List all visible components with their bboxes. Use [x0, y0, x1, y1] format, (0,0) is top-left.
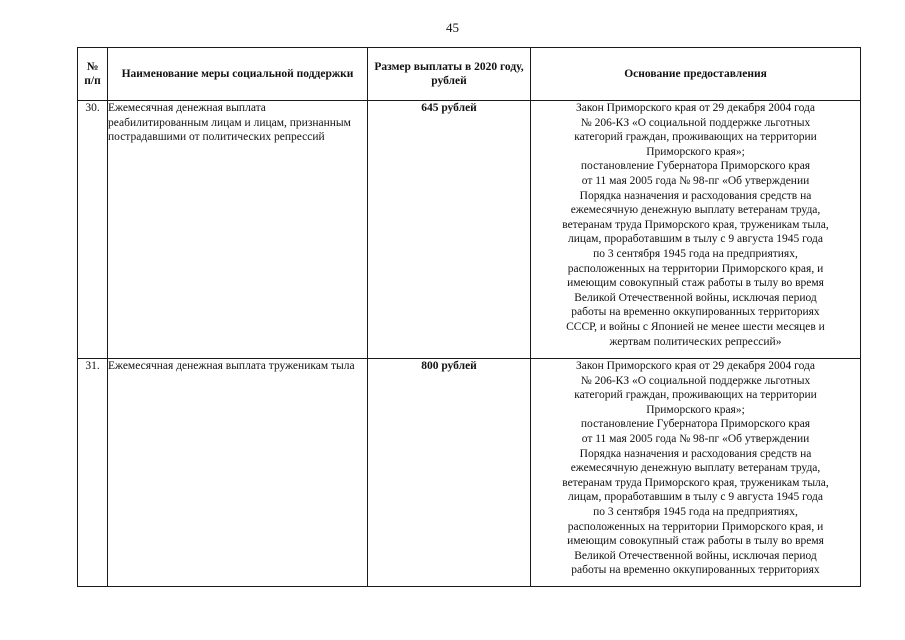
legal-basis-line: работы на временно оккупированных территориях	[571, 564, 820, 577]
legal-basis-line: ежемесячную денежную выплату ветеранам труда,	[570, 462, 821, 475]
payment-amount: 645 рублей	[368, 101, 531, 359]
legal-basis-line: постановление Губернатора Приморского края	[580, 418, 811, 431]
legal-basis-line: Великой Отечественной войны, исключая период	[574, 549, 817, 562]
legal-basis-text	[531, 359, 860, 582]
header-name: Наименование меры социальной поддержки	[108, 48, 368, 101]
page-number: 45	[446, 20, 459, 35]
legal-basis	[531, 359, 861, 587]
legal-basis-line: Закон Приморского края от 29 декабря 2004 года	[576, 102, 815, 114]
legal-basis-line: по 3 сентября 1945 года на предприятиях,	[593, 247, 798, 260]
legal-basis-line: по 3 сентября 1945 года на предприятиях,	[593, 505, 798, 518]
table-row	[78, 359, 861, 587]
legal-basis-line: Приморского края»;	[646, 403, 745, 416]
legal-basis-line: категорий граждан, проживающих на территории	[574, 131, 817, 144]
legal-basis-line: расположенных на территории Приморского края, и	[567, 262, 824, 275]
legal-basis-line: Закон Приморского края от 29 декабря 2004 года	[576, 360, 815, 372]
legal-basis-line: категорий граждан, проживающих на территории	[574, 389, 817, 402]
legal-basis-line: Порядка назначения и расходования средств на	[579, 447, 812, 460]
measure-name: Ежемесячная денежная выплата труженикам тыла	[108, 359, 368, 587]
header-amount: Размер выплаты в 2020 году, рублей	[368, 48, 531, 101]
legal-basis-line: Великой Отечественной войны, исключая период	[574, 291, 817, 304]
legal-basis-line: лицам, проработавшим в тылу с 9 августа 1945 года	[568, 233, 823, 246]
legal-basis-line: ветеранам труда Приморского края, труженикам тыла,	[562, 476, 829, 489]
legal-basis-text	[531, 101, 860, 349]
legal-basis-line: Приморского края»;	[646, 145, 745, 158]
table-row	[78, 101, 861, 359]
legal-basis-line: № 206-КЗ «О социальной поддержке льготных	[580, 116, 811, 129]
legal-basis-line: расположенных на территории Приморского края, и	[567, 520, 824, 533]
header-num: № п/п	[78, 48, 108, 101]
payment-amount: 800 рублей	[368, 359, 531, 587]
legal-basis-line: № 206-КЗ «О социальной поддержке льготных	[580, 374, 811, 387]
table-header-row	[78, 48, 861, 101]
legal-basis-line: имеющим совокупный стаж работы в тылу во время	[567, 535, 824, 548]
legal-basis-line: от 11 мая 2005 года № 98-пг «Об утверждении	[581, 174, 810, 187]
legal-basis-line: от 11 мая 2005 года № 98-пг «Об утверждении	[581, 432, 810, 445]
legal-basis-line: Порядка назначения и расходования средств на	[579, 189, 812, 202]
legal-basis-line: постановление Губернатора Приморского края	[580, 160, 811, 173]
legal-basis	[531, 101, 861, 359]
row-number: 30.	[78, 101, 108, 359]
social-support-table	[77, 47, 861, 587]
legal-basis-line: лицам, проработавшим в тылу с 9 августа 1945 года	[568, 491, 823, 504]
legal-basis-line: жертвам политических репрессий»	[609, 335, 782, 348]
legal-basis-line: ежемесячную денежную выплату ветеранам труда,	[570, 204, 821, 217]
legal-basis-line: имеющим совокупный стаж работы в тылу во время	[567, 277, 824, 290]
measure-name: Ежемесячная денежная выплата реабилитированным лицам и лицам, признанным пострадавшими от политических репрессий	[108, 101, 368, 359]
legal-basis-line: СССР, и войны с Японией не менее шести месяцев и	[566, 320, 825, 333]
header-basis: Основание предоставления	[531, 48, 861, 101]
legal-basis-line: работы на временно оккупированных территориях	[571, 306, 820, 319]
legal-basis-line: ветеранам труда Приморского края, труженикам тыла,	[562, 218, 829, 231]
row-number: 31.	[78, 359, 108, 587]
